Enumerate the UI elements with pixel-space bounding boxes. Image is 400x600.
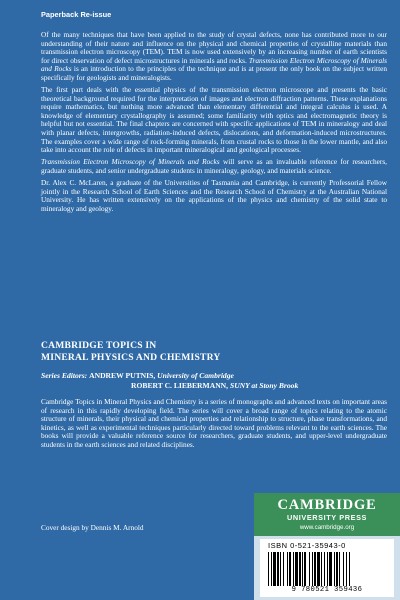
barcode-bar [295, 552, 298, 586]
editor1-affiliation: University of Cambridge [157, 371, 234, 380]
barcode-bar [324, 552, 325, 586]
barcode-bar [349, 552, 350, 586]
editors-label: Series Editors: [41, 371, 88, 380]
publisher-name: CAMBRIDGE [277, 497, 377, 513]
description-paragraph-3 [41, 158, 387, 175]
barcode-bar [312, 552, 313, 586]
series-editors [41, 371, 387, 391]
barcode-bar [336, 552, 338, 586]
editor1-name: ANDREW PUTNIS, [89, 371, 156, 380]
publisher-logo [254, 493, 400, 536]
publisher-panel [254, 493, 400, 600]
description-p1-text: Of the many techniques that have been applied to the study of crystal defects, none has contributed more to our understanding of their nature and influence on the physical and chemical properties of crystalline materials than transmission electron microscopy (TEM). TEM is now used extensively by an increasing number of earth scientists for direct observation of defect microstructures in minerals and rocks. [41, 30, 387, 65]
barcode-bar [283, 552, 284, 586]
barcode-bar [309, 552, 310, 586]
barcode-bar [304, 552, 306, 586]
barcode-bar [280, 552, 281, 586]
series-title [41, 340, 387, 363]
cover-design-credit: Cover design by Dennis M. Arnold [41, 523, 144, 532]
series-title-line1: CAMBRIDGE TOPICS IN [41, 340, 157, 351]
barcode-bar [289, 552, 291, 586]
series-title-line2: MINERAL PHYSICS AND CHEMISTRY [41, 351, 221, 363]
editor2-name: ROBERT C. LIEBERMANN, [131, 381, 229, 390]
book-description [41, 31, 387, 217]
barcode-bar [329, 552, 332, 586]
editor-line-2 [41, 381, 387, 391]
book-title-reference: Transmission Electron Microscopy of Minerals and Rocks [41, 55, 387, 74]
barcode-graphic [268, 552, 386, 586]
editor-line-1 [41, 371, 387, 381]
barcode-bar [299, 552, 301, 586]
series-description: Cambridge Topics in Mineral Physics and Chemistry is a series of monographs and advanced texts on important areas of research in this rapidly developing field. The series will cover a broad range of topics relating to the atomic structure of minerals, their physical and chemical properties and relationship to structure, phase transformations, and kinetics, as well as experimental techniques particularly directed toward problems relevant to the earth sciences. The books will provide a valuable reference source for researchers, graduate students, and upper-level undergraduate students in the earth sciences and related disciplines. [41, 397, 387, 449]
barcode-bar [327, 552, 328, 586]
barcode-bar [287, 552, 288, 586]
barcode-bar [314, 552, 316, 586]
barcode-bar [293, 552, 294, 586]
barcode-bar [346, 552, 347, 586]
book-title-reference-2: Transmission Electron Microscopy of Minerals and Rocks [41, 157, 220, 167]
barcode-bar [317, 552, 320, 586]
barcode-bar [334, 552, 335, 586]
description-p3-text: will serve as an invaluable reference for researchers, graduate students, and senior undergraduate students in mineralogy, geology, and materials science. [41, 157, 387, 175]
barcode-bar [271, 552, 272, 586]
paperback-label: Paperback Re-issue [41, 10, 112, 19]
editor2-affiliation: SUNY at Stony Brook [229, 381, 299, 390]
barcode-bar [273, 552, 276, 586]
barcode-bar [268, 552, 269, 586]
isbn-label: ISBN 0-521-35943-0 [268, 541, 346, 550]
barcode-digits: 9 780521 359436 [291, 586, 363, 594]
isbn-barcode-box [260, 539, 394, 597]
description-paragraph-2: The first part deals with the essential physics of the transmission electron microscope and presents the basic theoretical background required for the interpretation of images and electron diffraction patterns. These explanations require mathematics, but nothing more advanced than elementary differential and integral calculus is used. A knowledge of elementary crystallography is assumed; some familiarity with optics and electromagnetic theory is helpful but not essential. The final chapters are concerned with specific applications of TEM in mineralogy and deal with planar defects, intergrowths, radiation-induced defects, dislocations, and deformation-induced microstructures. The examples cover a wide range of rock-forming minerals, from crustal rocks to those in the lower mantle, and also take into account the role of defects in important mineralogical and geological processes. [41, 85, 387, 155]
publisher-subname: UNIVERSITY PRESS [286, 513, 368, 522]
barcode-bar [343, 552, 344, 586]
description-p1-continuation: is an introduction to the principles of the technique and is at present the only book on the subject written specifically for geologists and mineralogists. [41, 64, 387, 82]
barcode-bar [302, 552, 303, 586]
barcode-bar [321, 552, 322, 586]
author-bio: Dr. Alex C. McLaren, a graduate of the Universities of Tasmania and Cambridge, is currently Professorial Fellow jointly in the Research School of Earth Sciences and the Research School of Chemistry at the Australian National University. He has written extensively on the applications of the physics and chemistry of the solid state to mineralogy and geology. [41, 178, 387, 213]
publisher-url: www.cambridge.org [299, 524, 355, 531]
barcode-bar [277, 552, 279, 586]
description-paragraph-1 [41, 31, 387, 83]
barcode-bar [339, 552, 340, 586]
